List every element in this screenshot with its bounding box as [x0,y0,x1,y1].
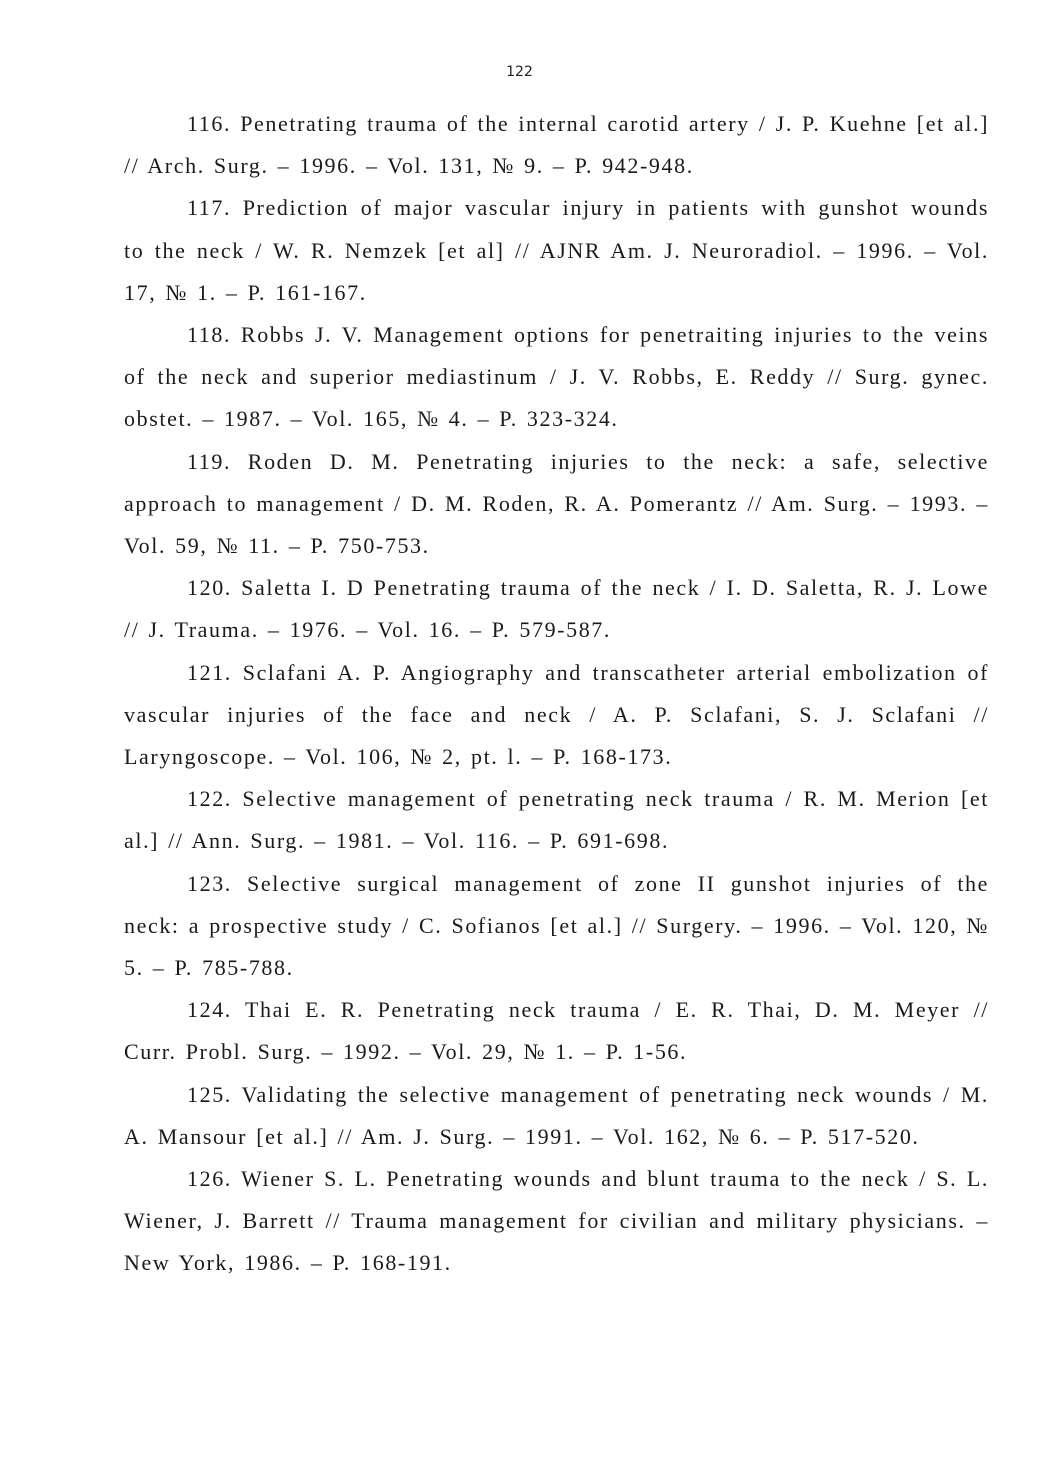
reference-item-125: 125. Validating the selective management of penetrating neck wounds / M. A. Mansour [et al.] // Am. J. Surg. – 1991. – Vol. 162, № 6. – P. 517-520. [124,1081,989,1149]
reference-list [124,103,989,1285]
reference-item-120: 120. Saletta I. D Penetrating trauma of the neck / I. D. Saletta, R. J. Lowe // J. Trauma. – 1976. – Vol. 16. – P. 579-587. [124,575,989,643]
reference-item-119: 119. Roden D. M. Penetrating injuries to the neck: a safe, selective approach to management / D. M. Roden, R. A. Pomerantz // Am. Surg. – 1993. – Vol. 59, № 11. – P. 750-753. [124,448,989,559]
reference-item-118: 118. Robbs J. V. Management options for penetraiting injuries to the veins of the neck and superior mediastinum / J. V. Robbs, E. Reddy // Surg. gynec. obstet. – 1987. – Vol. 165, № 4. – P. 323-324. [124,322,989,432]
reference-item-126: 126. Wiener S. L. Penetrating wounds and blunt trauma to the neck / S. L. Wiener, J. Barrett // Trauma management for civilian and military physicians. – New York, 1986. – P. 168-191. [124,1166,989,1276]
reference-item-117: 117. Prediction of major vascular injury in patients with gunshot wounds to the neck / W. R. Nemzek [et al] // AJNR Am. J. Neuroradiol. – 1996. – Vol. 17, № 1. – P. 161-167. [124,195,989,305]
reference-item-116: 116. Penetrating trauma of the internal carotid artery / J. P. Kuehne [et al.] // Arch. Surg. – 1996. – Vol. 131, № 9. – P. 942-948. [124,111,989,179]
page-number: 122 [506,64,533,80]
reference-item-123: 123. Selective surgical management of zone II gunshot injuries of the neck: a prospective study / C. Sofianos [et al.] // Surgery. – 1996. – Vol. 120, № 5. – P. 785-788. [124,870,989,981]
reference-item-122: 122. Selective management of penetrating neck trauma / R. M. Merion [et al.] // Ann. Surg. – 1981. – Vol. 116. – P. 691-698. [124,786,989,854]
reference-item-124: 124. Thai E. R. Penetrating neck trauma / E. R. Thai, D. M. Meyer // Curr. Probl. Surg. – 1992. – Vol. 29, № 1. – P. 1-56. [124,997,989,1065]
reference-item-121: 121. Sclafani A. P. Angiography and transcatheter arterial embolization of vascular injuries of the face and neck / A. P. Sclafani, S. J. Sclafani // Laryngoscope. – Vol. 106, № 2, pt. l. – P. 168-173. [124,659,989,770]
